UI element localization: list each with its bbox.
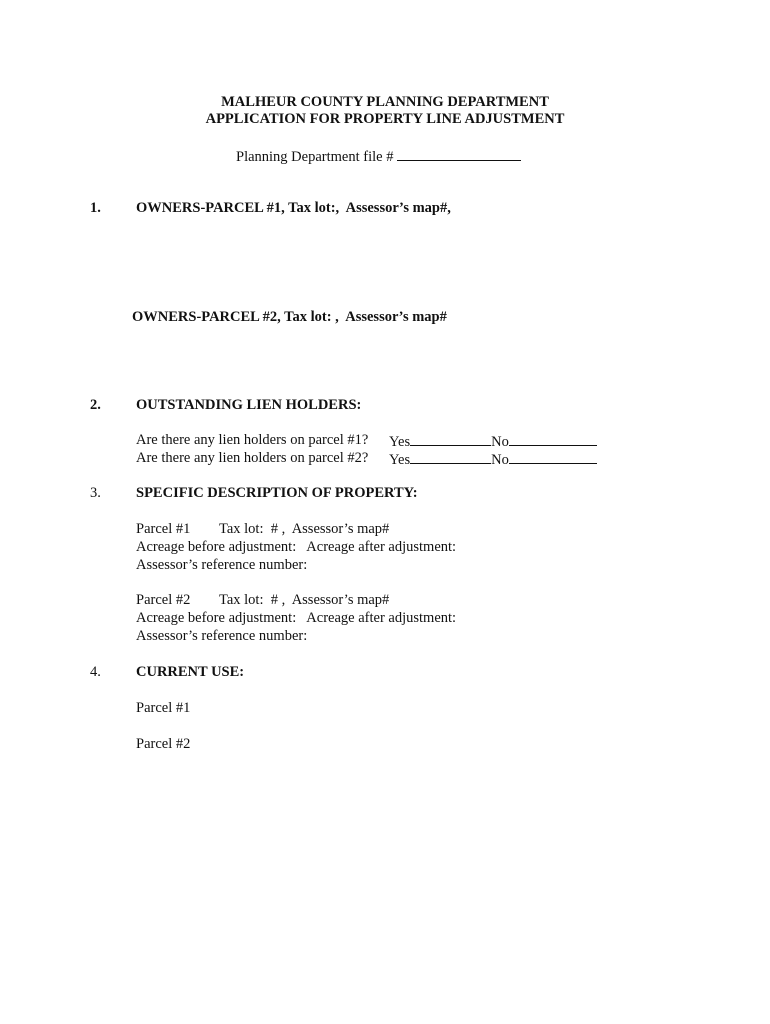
section-4-title: CURRENT USE: bbox=[136, 664, 245, 680]
lien-2-yes-field[interactable] bbox=[410, 450, 491, 464]
lien-question-2: Are there any lien holders on parcel #2? bbox=[136, 450, 369, 466]
section-2-title: OUTSTANDING LIEN HOLDERS: bbox=[136, 397, 362, 413]
lien-1-yes-field[interactable] bbox=[410, 432, 491, 446]
parcel-2-taxlot: Tax lot: # , Assessor’s map# bbox=[219, 592, 390, 608]
owners-parcel-2-heading: OWNERS-PARCEL #2, Tax lot: , Assessor’s map# bbox=[132, 309, 447, 325]
title-line-2: APPLICATION FOR PROPERTY LINE ADJUSTMENT bbox=[205, 111, 565, 127]
current-use-parcel-1: Parcel #1 bbox=[136, 700, 191, 716]
lien-answer-1 bbox=[389, 432, 597, 451]
title-line-1: MALHEUR COUNTY PLANNING DEPARTMENT bbox=[221, 94, 549, 110]
file-number-label: Planning Department file # bbox=[236, 149, 394, 165]
section-3-number: 3. bbox=[90, 485, 101, 501]
section-4-number: 4. bbox=[90, 664, 101, 680]
file-number-row bbox=[236, 147, 521, 166]
owners-parcel-1-heading: OWNERS-PARCEL #1, Tax lot:, Assessor’s map#, bbox=[136, 200, 451, 216]
no-label: No bbox=[491, 434, 509, 450]
parcel-1-label: Parcel #1 bbox=[136, 521, 191, 537]
no-label: No bbox=[491, 452, 509, 468]
current-use-parcel-2: Parcel #2 bbox=[136, 736, 191, 752]
yes-label: Yes bbox=[389, 452, 411, 468]
lien-1-no-field[interactable] bbox=[509, 432, 597, 446]
section-1-number: 1. bbox=[90, 200, 101, 216]
parcel-1-taxlot: Tax lot: # , Assessor’s map# bbox=[219, 521, 390, 537]
parcel-1-acreage: Acreage before adjustment: Acreage after adjustment: bbox=[136, 539, 457, 555]
lien-2-no-field[interactable] bbox=[509, 450, 597, 464]
parcel-2-label: Parcel #2 bbox=[136, 592, 191, 608]
lien-question-1: Are there any lien holders on parcel #1? bbox=[136, 432, 369, 448]
yes-label: Yes bbox=[389, 434, 411, 450]
section-3-title: SPECIFIC DESCRIPTION OF PROPERTY: bbox=[136, 485, 418, 501]
section-2-number: 2. bbox=[90, 397, 101, 413]
parcel-2-acreage: Acreage before adjustment: Acreage after adjustment: bbox=[136, 610, 457, 626]
parcel-1-reference: Assessor’s reference number: bbox=[136, 557, 308, 573]
lien-answer-2 bbox=[389, 450, 597, 469]
file-number-field[interactable] bbox=[397, 147, 521, 161]
parcel-2-reference: Assessor’s reference number: bbox=[136, 628, 308, 644]
